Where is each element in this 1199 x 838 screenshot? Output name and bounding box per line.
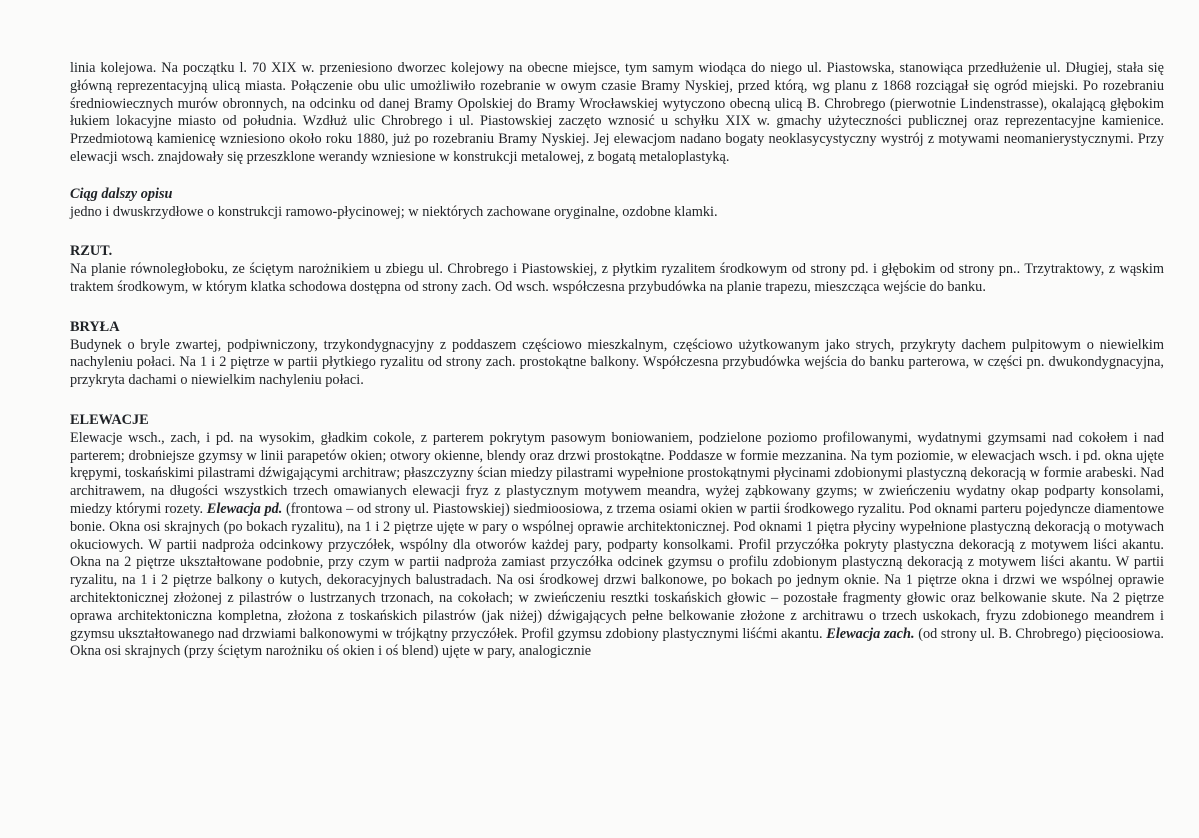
document-page bbox=[70, 60, 1164, 661]
spacer bbox=[70, 297, 1164, 319]
continuation-heading: Ciąg dalszy opisu bbox=[70, 185, 173, 202]
elewacje-text-3: (od strony ul. B. Chrobrego) pięcioosiowa. Okna osi skrajnych (przy ściętym narożniku oś okien i oś blend) ujęte w pary, analogicznie bbox=[70, 625, 1164, 660]
elewacje-paragraph bbox=[70, 430, 1164, 661]
elewacja-zach-label: Elewacja zach. bbox=[826, 625, 915, 642]
elewacje-text-2: (frontowa – od strony ul. Piastowskiej) siedmioosiowa, z trzema osiami okien w partii środkowego ryzalitu. Pod oknami parteru pojedyncze diamentowe bonie. Okna osi skrajnych (po bokach ryzalitu), na 1 i 2 piętrze ujęte w pary o wspólnej oprawie architektonicznej. Pod oknami 1 piętra płyciny wypełnione plastyczną dekoracją o motywach okuciowych. W partii nadproża odcinkowy przyczółek, wspólny dla otworów każdej pary, podparty konsolkami. Profil przyczółka pokryty plastyczna dekoracją z motywem liści akantu. Okna na 2 piętrze ukształtowane podobnie, przy czym w partii nadproża zamiast przyczółka odcinek gzymsu o profilu zdobionym plastyczną dekoracją z motywem liści akantu. W partii ryzalitu, na 1 i 2 piętrze balkony o kutych, dekoracyjnych balustradach. Na osi środkowej drzwi balkonowe, po bokach po jednym oknie. Na 1 piętrze okna i drzwi we wspólnej oprawie architektonicznej złożonej z pilastrów o lustrzanych trzonach, na cokołach; w zwieńczeniu resztki toskańskich głowic – pozostałe fragmenty głowic oraz belkowanie skute. Na 2 piętrze oprawa architektoniczna kompletna, złożona z toskańskich pilastrów (jak niżej) dźwigających pełne belkowanie złożone z architrawu o trzech uskokach, fryzu zdobionego meandrem i gzymsu ukształtowanego nad drzwiami balkonowymi w trójkątny przyczółek. Profil gzymsu zdobiony plastycznymi liśćmi akantu. bbox=[70, 500, 1164, 642]
elewacje-text-1: Elewacje wsch., zach, i pd. na wysokim, gładkim cokole, z parterem pokrytym pasowym boniowaniem, podzielone poziomo profilowanymi, wydatnymi gzymsami nad cokołem i nad parterem; drobniejsze gzymsy w linii parapetów okien; otwory okienne, blendy oraz drzwi prostokątne. Poddasze w formie mezzanina. Na tym poziomie, w elewacjach wsch. i pd. okna ujęte krępymi, toskańskimi pilastrami dźwigającymi architraw; płaszczyzny ścian miedzy pilastrami wypełnione prostokątnymi płycinami zdobionymi plastyczną dekoracją w formie arabeski. Nad architrawem, na długości wszystkich trzech omawianych elewacji fryz z plastycznym motywem meandra, wyżej ząbkowany gzyms; w zwieńczeniu wydatny okap podparty konsolami, miedzy którymi rozety. bbox=[70, 429, 1164, 517]
bryla-heading: BRYŁA bbox=[70, 318, 120, 335]
intro-paragraph: linia kolejowa. Na początku l. 70 XIX w. przeniesiono dworzec kolejowy na obecne miejsce, tym samym wiodąca do niego ul. Piastowska, stanowiąca przedłużenie ul. Długiej, stała się główną reprezentacyjną ulicą miasta. Połączenie obu ulic umożliwiło rozebranie w owym czasie Bramy Nyskiej, przed którą, wg planu z 1868 rozciągał się ogród miejski. Po rozebraniu średniowiecznych murów obronnych, na odcinku od danej Bramy Opolskiej do Bramy Wrocławskiej wytyczono obecną ulicą B. Chrobrego (pierwotnie Lindenstrasse), okalającą głębokim łukiem lokacyjne miasto od południa. Wzdłuż ulic Chrobrego i ul. Piastowskiej zaczęto wznosić u schyłku XIX w. gmachy użyteczności publicznej oraz reprezentacyjne kamienice. Przedmiotową kamienicę wzniesiono około roku 1880, już po rozebraniu Bramy Nyskiej. Jej elewacjom nadano bogaty neoklasycystyczny wystrój z motywami neomanierystycznymi. Przy elewacji wsch. znajdowały się przeszklone werandy wzniesione w konstrukcji metalowej, z bogatą metaloplastyką. bbox=[70, 60, 1164, 165]
elewacja-pd-label: Elewacja pd. bbox=[206, 500, 283, 517]
spacer bbox=[70, 221, 1164, 243]
rzut-paragraph: Na planie równoległoboku, ze ściętym narożnikiem u zbiegu ul. Chrobrego i Piastowskiej, z płytkim ryzalitem środkowym od strony pd. i głębokim od strony pn.. Trzytraktowy, z wąskim traktem środkowym, w którym klatka schodowa dostępna od strony zach. Od wsch. współczesna przybudówka na planie trapezu, mieszcząca wejście do banku. bbox=[70, 261, 1164, 295]
continuation-paragraph: jedno i dwuskrzydłowe o konstrukcji ramowo-płycinowej; w niektórych zachowane oryginalne, ozdobne klamki. bbox=[70, 203, 718, 220]
rzut-heading: RZUT. bbox=[70, 243, 113, 260]
spacer bbox=[70, 390, 1164, 412]
spacer bbox=[70, 167, 1164, 186]
elewacje-heading: ELEWACJE bbox=[70, 411, 149, 428]
bryla-paragraph: Budynek o bryle zwartej, podpiwniczony, trzykondygnacyjny z poddaszem częściowo mieszkalnym, częściowo użytkowanym jako strych, przykryty dachem pulpitowym o niewielkim nachyleniu połaci. Na 1 i 2 piętrze w partii płytkiego ryzalitu od strony zach. prostokątne balkony. Współczesna przybudówka wejścia do banku parterowa, w części pn. dwukondygnacyjna, przykryta dachami o niewielkim nachyleniu połaci. bbox=[70, 336, 1164, 389]
